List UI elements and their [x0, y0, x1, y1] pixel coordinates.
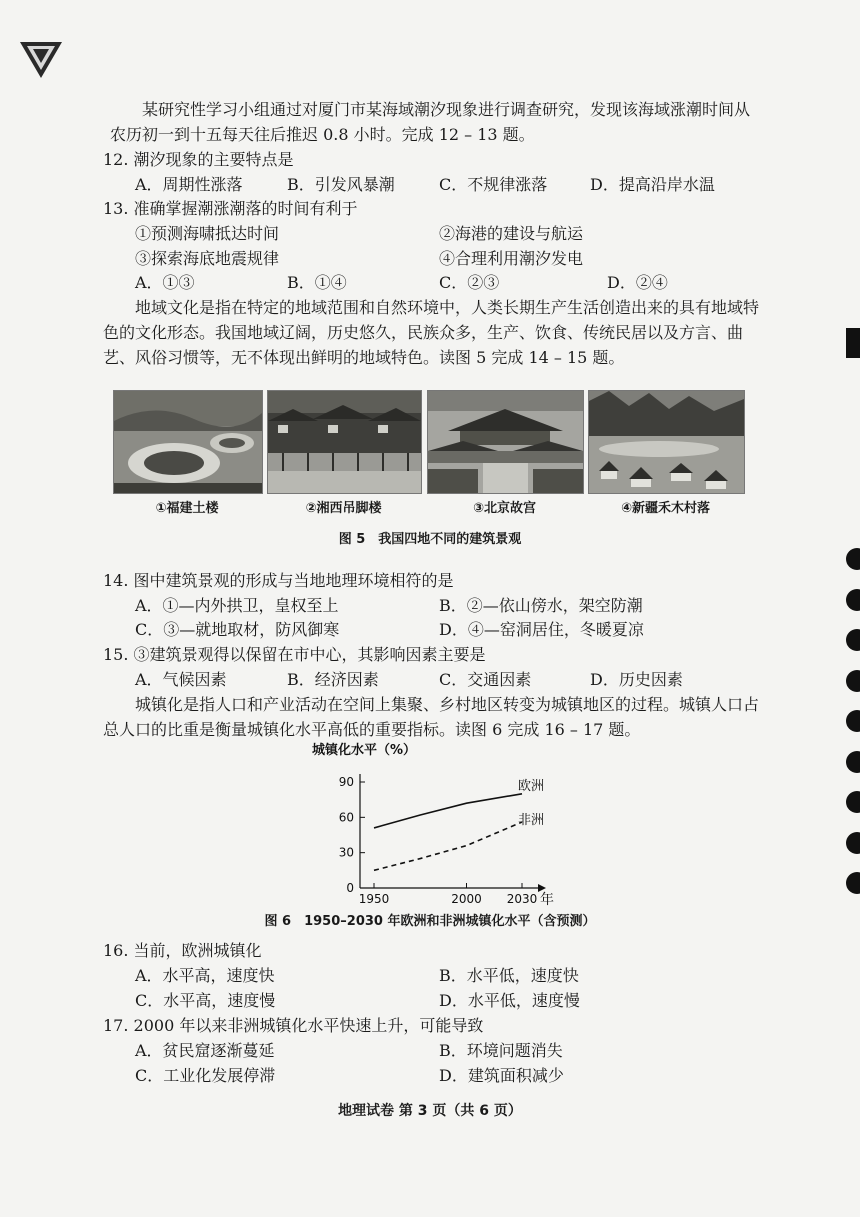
caption-xiangxi-stilt-houses: ②湘西吊脚楼 [305, 501, 382, 516]
question-16-stem: 16. 当前，欧洲城镇化 [103, 941, 262, 960]
chart-y-tick-label: 0 [346, 881, 354, 895]
q17-option-c: C．工业化发展停滞 [135, 1066, 276, 1085]
q13-item-4: ④合理利用潮汐发电 [439, 249, 584, 268]
binding-hole [846, 832, 860, 854]
question-15-stem: 15. ③建筑景观得以保留在市中心，其影响因素主要是 [103, 645, 486, 664]
chart-x-tick-label: 2030 [506, 892, 538, 906]
q13-option-d: D．②④ [607, 273, 668, 292]
urbanization-line-chart [300, 738, 580, 910]
q17-option-a: A．贫民窟逐渐蔓延 [135, 1041, 275, 1060]
chart-x-axis-arrow [538, 884, 546, 892]
binding-hole [846, 872, 860, 894]
q12-option-a: A．周期性涨落 [135, 175, 243, 194]
q13-item-2: ②海港的建设与航运 [439, 224, 584, 243]
chart-series-line-europe [374, 794, 522, 828]
chart-y-tick-label: 60 [338, 810, 354, 825]
q14-option-b: B．②—依山傍水，架空防潮 [439, 596, 643, 615]
passage-tide: 某研究性学习小组通过对厦门市某海域潮汐现象进行调查研究，发现该海域涨潮时间从农历初一到十五每天往后推迟 0.8 小时。完成 12 – 13 题。 [110, 100, 751, 144]
q13-option-c: C．②③ [439, 273, 500, 292]
question-17-stem: 17. 2000 年以来非洲城镇化水平快速上升，可能导致 [103, 1016, 484, 1035]
chart-series-label: 非洲 [518, 813, 545, 829]
question-14-stem: 14. 图中建筑景观的形成与当地地理环境相符的是 [103, 571, 454, 590]
q13-item-1: ①预测海啸抵达时间 [135, 224, 280, 243]
chart-y-tick-label: 30 [338, 845, 354, 860]
q17-option-b: B．环境问题消失 [439, 1041, 563, 1060]
binding-hole [846, 629, 860, 651]
margin-tab-mark [846, 328, 860, 358]
q14-option-d: D．④—窑洞居住，冬暖夏凉 [439, 620, 644, 639]
passage-urbanization: 城镇化是指人口和产业活动在空间上集聚、乡村地区转变为城镇地区的过程。城镇人口占总人口的比重是衡量城镇化水平高低的重要指标。读图 6 完成 16 – 17 题。 [103, 695, 760, 739]
chart-y-axis-label: 城镇化水平（%） [312, 743, 417, 758]
binding-hole [846, 710, 860, 732]
figure-6-caption: 图 6 1950–2030 年欧洲和非洲城镇化水平（含预测） [264, 914, 596, 929]
binding-hole [846, 548, 860, 570]
q13-item-3: ③探索海底地震规律 [135, 249, 280, 268]
photo-fujian-tulou [113, 390, 263, 494]
photo-xinjiang-hemu-village [588, 390, 745, 494]
photo-beijing-forbidden-city [427, 390, 584, 494]
q13-option-b: B．①④ [287, 273, 347, 292]
q15-option-b: B．经济因素 [287, 670, 379, 689]
q16-option-a: A．水平高，速度快 [135, 966, 275, 985]
binding-hole [846, 589, 860, 611]
q12-option-c: C．不规律涨落 [439, 175, 548, 194]
caption-beijing-forbidden-city: ③北京故宫 [472, 501, 536, 516]
chart-x-tick-label: 1950 [358, 892, 390, 906]
q12-option-d: D．提高沿岸水温 [590, 175, 715, 194]
chart-series-label: 欧洲 [518, 778, 545, 794]
q14-option-c: C．③—就地取材，防风御寒 [135, 620, 340, 639]
caption-fujian-tulou: ①福建土楼 [155, 501, 219, 516]
binding-hole [846, 751, 860, 773]
chart-y-tick-label: 90 [338, 775, 354, 789]
q13-option-a: A．①③ [135, 273, 195, 292]
school-logo [18, 40, 64, 80]
q15-option-a: A．气候因素 [135, 670, 227, 689]
page-footer: 地理试卷 第 3 页（共 6 页） [338, 1103, 522, 1119]
q16-option-d: D．水平低，速度慢 [439, 991, 580, 1010]
q15-option-c: C．交通因素 [439, 670, 532, 689]
photo-xiangxi-stilt-houses [267, 390, 422, 494]
chart-x-axis-label: 年 [540, 892, 554, 908]
question-13-stem: 13. 准确掌握潮涨潮落的时间有利于 [103, 199, 358, 218]
q16-option-b: B．水平低，速度快 [439, 966, 579, 985]
chart-x-tick-label: 2000 [451, 892, 482, 906]
binding-hole [846, 791, 860, 813]
caption-xinjiang-hemu-village: ④新疆禾木村落 [620, 501, 710, 516]
q14-option-a: A．①—内外拱卫，皇权至上 [135, 596, 339, 615]
chart-series-line-africa [374, 822, 522, 870]
q15-option-d: D．历史因素 [590, 670, 683, 689]
figure-5-title: 图 5 我国四地不同的建筑景观 [338, 532, 522, 547]
q12-option-b: B．引发风暴潮 [287, 175, 395, 194]
passage-regional-culture: 地域文化是指在特定的地域范围和自然环境中，人类长期生产生活创造出来的具有地域特色的文化形态。我国地域辽阔，历史悠久，民族众多，生产、饮食、传统民居以及方言、曲艺、风俗习惯等，无不体现出鲜明的地域特色。读图 5 完成 14 – 15 题。 [103, 298, 760, 367]
q16-option-c: C．水平高，速度慢 [135, 991, 276, 1010]
binding-hole [846, 670, 860, 692]
question-12-stem: 12. 潮汐现象的主要特点是 [103, 150, 294, 169]
q17-option-d: D．建筑面积减少 [439, 1066, 564, 1085]
